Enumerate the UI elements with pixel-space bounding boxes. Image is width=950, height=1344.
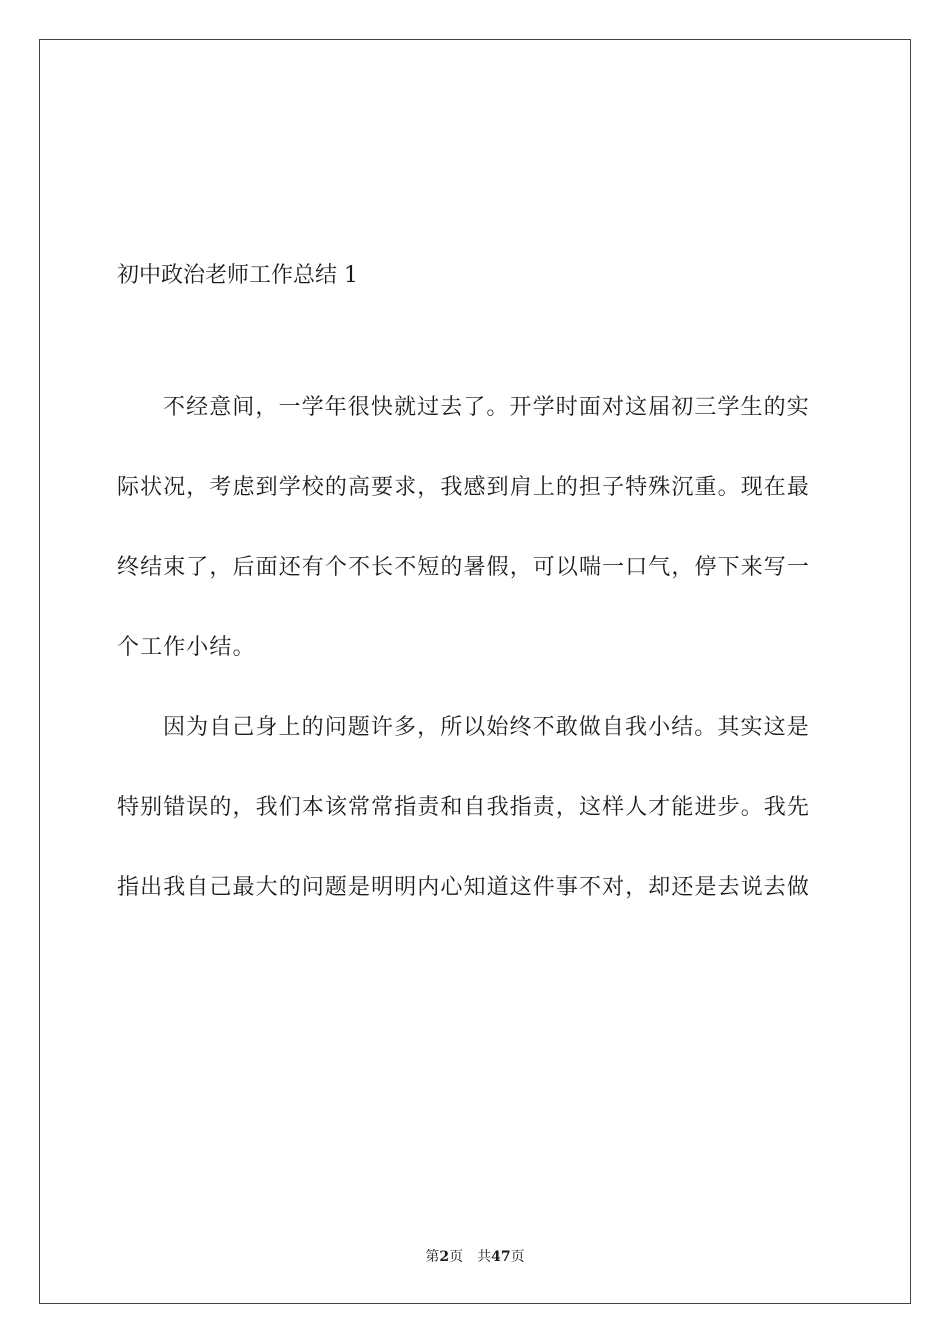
paragraph-line: 个工作小结。 — [117, 635, 256, 660]
total-pages: 47 — [491, 1249, 511, 1265]
paragraph-line: 因为自己身上的问题许多，所以始终不敢做自我小结。其实这是 — [163, 715, 810, 740]
paragraph-2 — [117, 688, 833, 928]
paragraph-line: 不经意间，一学年很快就过去了。开学时面对这届初三学生的实 — [163, 395, 810, 420]
paragraph-line: 指出我自己最大的问题是明明内心知道这件事不对，却还是去说去做 — [117, 875, 811, 900]
page-prefix: 第 — [425, 1249, 440, 1265]
paragraph-1 — [117, 368, 833, 688]
document-body — [117, 248, 833, 928]
spacer — [117, 304, 833, 368]
page-footer — [0, 1245, 950, 1269]
total-prefix: 共 — [477, 1249, 492, 1265]
total-suffix: 页 — [510, 1249, 525, 1265]
document-title: 初中政治老师工作总结 1 — [117, 263, 358, 288]
page-number: 2 — [439, 1249, 450, 1265]
paragraph-line: 特别错误的，我们本该常常指责和自我指责，这样人才能进步。我先 — [117, 795, 811, 820]
paragraph-line: 际状况，考虑到学校的高要求，我感到肩上的担子特殊沉重。现在最 — [117, 475, 811, 500]
paragraph-line: 终结束了，后面还有个不长不短的暑假，可以喘一口气，停下来写一 — [117, 555, 811, 580]
page-suffix: 页 — [449, 1249, 464, 1265]
